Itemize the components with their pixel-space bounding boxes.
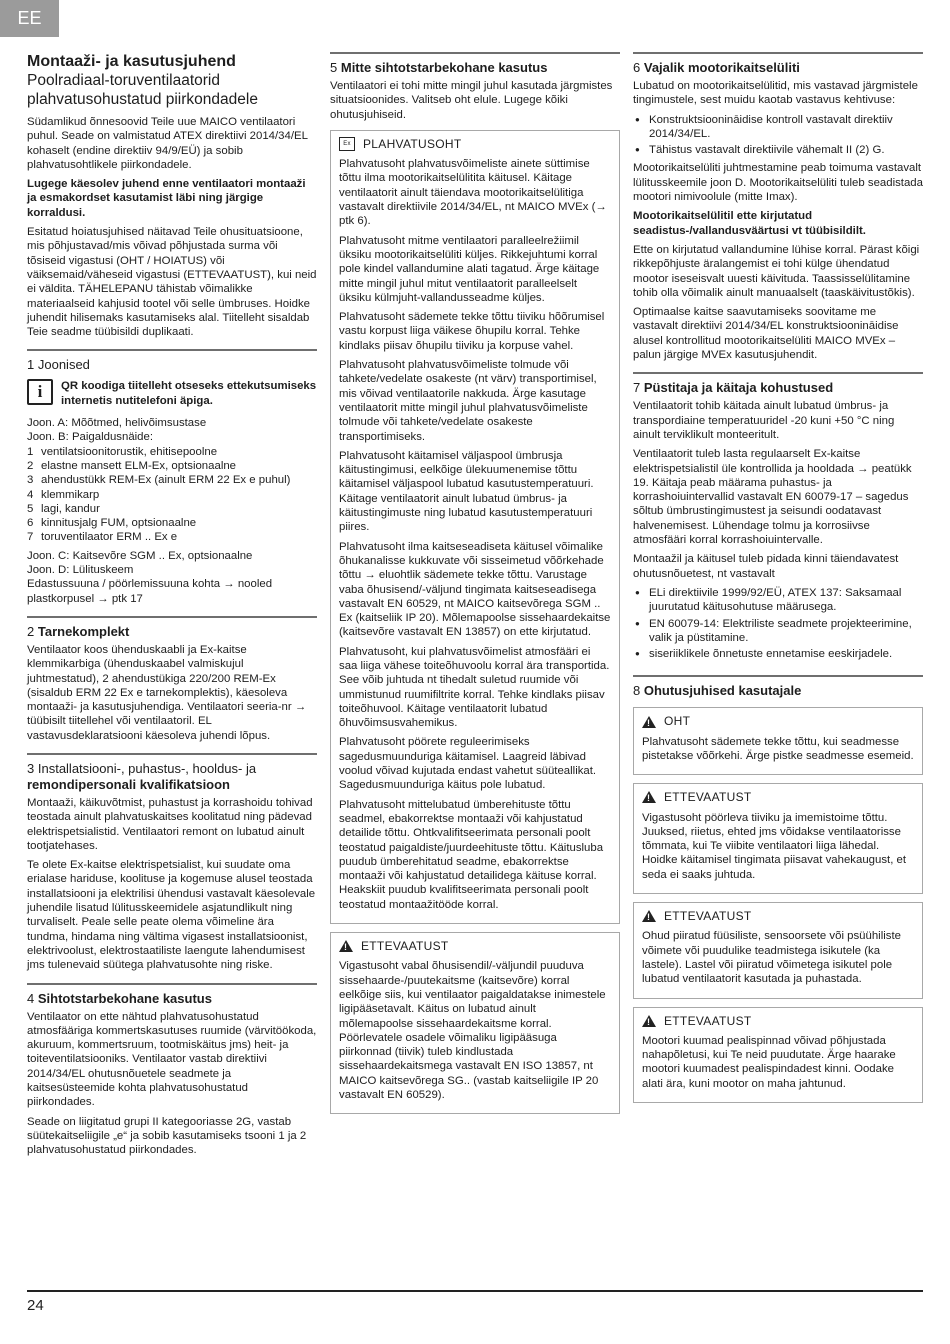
language-tab: EE	[0, 0, 59, 37]
footer-divider	[27, 1290, 923, 1292]
box-label: ETTEVAATUST	[664, 790, 752, 805]
figure-c-caption: Joon. C: Kaitsevõre SGM .. Ex, optsionaalne	[27, 549, 253, 562]
hazard-text: Plahvatusoht mittelubatud ümberehituste tõttu seadmel, ebakorrektse montaaži või kahjustatud detailide tõttu. Ohtkvalifitseerimata personali poolt teostatud paigaldiste/juurdeehituste tõttu. Käitusluba puudub ümberehitatud seadme, ebakorrektse montaaži või kahjustatud detailidega käituse korral. Heakskiit puudub kvalifitseerimata personali poolt teostatud montaažitööde korral.	[339, 798, 604, 911]
list-item: 6 kinnitusjalg FUM, optsionaalne	[27, 517, 197, 530]
tripping-text: Ette on kirjutatud vallandumine lühise korral. Pärast kõigi rikkepõhjuste äralangemist ei tohi külge ühendatud mootor iseseisvalt uuesti käivituda. Taassisselülitamine tohib olla võimalik ainult manuaalselt (taaskäivitustõkis).	[633, 243, 920, 299]
warning-triangle-icon	[642, 1015, 656, 1027]
hazard-text: Plahvatusoht, kui plahvatusvõimelist atmosfääri ei saa liiga vähese toiteõhuvoolu korral ära transportida. See võib juhtuda nt tihedalt suletud ruumide või ummistunud ruumifiltrite korral. Tehke kindlaks piisav toiteõhuvool. Käitage ventilaatorit lubatud õhuvõimsusvahemikus.	[339, 645, 610, 730]
list-item: 7 toruventilaator ERM .. Ex e	[27, 531, 178, 544]
section-number: 6	[633, 60, 641, 75]
hazard-text: Plahvatusoht sädemete tekke tõttu tiiviku hõõrumisel vastu korpust liiga väikese õhupilu korral. Tehke kindlaks piisav õhupilu tiiviku ja korpuse vahel.	[339, 311, 605, 352]
section-number: 3	[27, 760, 35, 776]
list-item: ● siseriiklikele õnnetuste ennetamise eeskirjadele.	[633, 647, 923, 661]
intended-use-text-1: Ventilaator on ette nähtud plahvatusohustatud atmosfääriga kommertskasutuses ruumide (värvitöökoda, akuruum, kommertsruum, tootmiskäitus jms) heit- ja toiteventilatsiooniks. Ventilaator vastab direktiivi 2014/34/EL ohutusnõuetele seadmete ja kaitsesüsteemide kohta plahvatusohustatud piirkondades.	[27, 1010, 317, 1109]
section-number: 2	[27, 623, 35, 639]
section-title: Sihtotstarbekohane kasutus	[37, 990, 212, 1006]
section-4	[27, 983, 317, 1158]
figure-d-caption: Joon. D: Lülituskeem	[27, 564, 134, 577]
warning-triangle-icon	[642, 910, 656, 922]
regulations-list	[633, 586, 923, 661]
recommendation-text: Optimaalse kaitse saavutamiseks soovitame me vastavalt direktiivi 2014/34/EL konstruktsioonināidise alusel kontrollitud mootorikaitselüliti MAICO MVEx – palun järgige MVEx kasutusjuhendit.	[633, 306, 899, 362]
danger-text: Plahvatusoht sädemete tekke tõttu, kui seadmesse pistetakse võõrkehi. Ärge pistke seadmesse esemeid.	[642, 735, 914, 762]
installation-parts-list	[27, 445, 317, 545]
danger-box	[633, 707, 923, 775]
section-title: Püstitaja ja käitaja kohustused	[643, 380, 834, 396]
section-6	[633, 52, 923, 362]
list-item: 1 ventilatsioonitorustik, ehitisepoolne	[27, 445, 218, 458]
caution-text: Vigastusoht pöörleva tiiviku ja imemistoime tõttu. Juuksed, riietus, ehted jms võidakse ventilaatorisse tõmmata, kui Te viibite ventilaatori liiga lähedal. Hoidke käitamisel tingimata piisavat vahekaugust, et seda ei saaks juhtuda.	[642, 811, 907, 881]
warning-triangle-icon	[642, 791, 656, 803]
caution-box-2	[633, 902, 923, 998]
caution-box-3	[633, 1007, 923, 1103]
explosion-hazard-box	[330, 130, 620, 924]
hazard-text: Plahvatusoht käitamisel väljaspool ümbrusja käitustingimusi, eelkõige ülekuumenemise tõttu käitamisel väljaspool lubatud kasutustemperatuuri. Käitage ventilaatorit ainult lubatud ümbrus- ja käitustingimuste ning lubatud kasutustemperatuuri piires.	[339, 449, 594, 534]
page-number: 24	[27, 1297, 44, 1314]
operator-text-2: Ventilaatorit tuleb lasta regulaarselt Ex-kaitse elektrispetsialistil üle kontrollida ja hooldada → peatükk 19. Käitaja peab määrama puhastus- ja korrashoiuintervallid vastavalt EN 60079-17 – sagedus sõltub ümbrustingimustest ja seisundi oodatavast halvenemisest. Lühendage tolmu ja korrosiivse atmosfääri korral korrashoiuintervalle.	[633, 448, 912, 547]
settings-text: Mootorikaitselülitil ette kirjutatud seadistus-/vallandusväärtusi vt tüübisildilt.	[633, 210, 866, 237]
intro-warnings: Esitatud hoiatusjuhised näitavad Teile ohusituatsioone, mis põhjustavad/mis võivad põhjustada surma või tõsiseid vigastusi (OHT / HOIATUS) või väiksemaid/väheseid vigastusi (ETTEVAATUST), kui neid ei väldita. TÄHELEPANU tähistab võimalikke materiaalseid kahjusid tootel või selle ümbruses. Hoidke juhendit hilisemaks kasutamiseks alal. Tiitelleht sisaldab Teie seadme tüübisildi duplikaati.	[27, 226, 317, 339]
list-item: ● ELi direktiivile 1999/92/EÜ, ATEX 137: Saksamaal juurutatud käitusohutuse määrusega.	[633, 586, 923, 615]
section-title: Vajalik mootorikaitselüliti	[643, 60, 800, 75]
section-7	[633, 372, 923, 661]
list-item: ● Tähistus vastavalt direktiivile vähemalt II (2) G.	[633, 143, 923, 157]
section-1	[27, 349, 317, 605]
list-item: ● Konstruktsioonināidise kontroll vastavalt direktiiv 2014/34/EL.	[633, 113, 923, 142]
hazard-text: Plahvatusoht plahvatusvõimeliste tolmude või tahkete/vedelate osakeste (nt värv) transportimisel, mis võivad ventilaatorile nakkuda. Ärge kasutage ventilaatorit mitte mingil juhul plahvatusvõimeliste tolmude või tahkete/vedelate osakeste transportimiseks.	[339, 359, 597, 443]
caution-box	[330, 932, 620, 1114]
requirements-list	[633, 113, 923, 158]
box-label: OHT	[664, 714, 691, 729]
caution-text: Ohud piiratud füüsiliste, sensoorsete või psüühiliste võimete või puudulike teadmistega isikutele (ka lastele). Lastel või piiratud võimetega isikutel pole lubatud ventilaatorit kasutada ja puhastada.	[642, 930, 901, 986]
caution-text: Mootori kuumad pealispinnad võivad põhjustada nahapõletusi, kui Te neid puudutate. Ärge haarake mootori kuumadest pealispindadest kinni. Oodake alati ära, kuni mootor on maha jahtunud.	[642, 1034, 896, 1090]
warning-triangle-icon	[339, 940, 353, 952]
delivery-text: Ventilaator koos ühenduskaabli ja Ex-kaitse klemmikarbiga (ühenduskaabel valmiskujul juhtmestatud), 2 ahendustükiga 220/200 REM-Ex (sisaldub ERM 22 Ex e tarnekomplektis), käesoleva montaaži- ja kasutusjuhendiga. Ventilaatori seeria-nr → tüübisilt tiitellehel või ventilaatoril. EL vastavusdeklaratsiooni käesoleva juhendi lõpus.	[27, 643, 307, 742]
section-title: Ohutusjuhised kasutajale	[643, 683, 802, 699]
hazard-text: Plahvatusoht pöörete reguleerimiseks sagedusmuunduriga käitamisel. Laagreid läbivad voolud võivad kujutada endast vahetut süüteallikat. Sagedusmuunduriga käitus pole lubatud.	[339, 736, 597, 792]
section-number: 4	[27, 990, 35, 1006]
section-8	[633, 675, 923, 699]
caution-text: Vigastusoht vabal õhusisendil/-väljundil puuduva sissehaarde-/puutekaitsme (kaitsevõre) korral eelkõige siis, kui ventilaator paigaldatakse inimestele ligipääsetavalt. Käitus on lubatud ainult mõlemapoolse sissehaardekaitsme korral. Pöörlevatele osadele võimaliku ligipääsuga piirkonnad (tiivik) tuleb kindlustada sissehaardekaitsmega vastavalt EN ISO 13857, nt MAICO kaitsevõrega SG.. (vastab kaitseliigile IP 20 vastavalt EN 60529).	[339, 960, 606, 1101]
section-5	[330, 52, 620, 122]
column-2	[330, 52, 620, 1122]
caution-box-1	[633, 783, 923, 894]
qualification-text-2: Te olete Ex-kaitse elektrispetsialist, kui suudate oma erialase hariduse, koolituse ja kogemuse alusel teostada installatsiooni ja elektrilisi ühendusi vastavalt käesolevale juhendile lisatud lülitusskeemidele asjatundlikult ning turvaliselt. Peale selle peate olema võimeline ära tundma, hindama ning vältima vigasest installatsioonist, elektrivoolust, elektrostaatiliste laengute lahendumisest jms tulenevaid süütega plahvatusohte ning riske.	[27, 859, 316, 972]
intro-read-notice: Lugege käesolev juhend enne ventilaatori montaaži ja esmakordset kasutamist läbi ning järgige korraldusi.	[27, 178, 306, 219]
figure-b-caption: Joon. B: Paigaldusnäide:	[27, 431, 154, 444]
section-number: 7	[633, 380, 641, 396]
info-note	[27, 379, 317, 408]
intended-use-text-2: Seade on liigitatud grupi II kategooriasse 2G, vastab süütekaitseliigile „e“ ja sobib kasutamiseks tsooni 1 ja 2 plahvatusohustatud piirkondades.	[27, 1115, 307, 1157]
box-label: ETTEVAATUST	[361, 939, 449, 954]
section-title: Installatsiooni-, puhastus-, hooldus- ja	[37, 760, 257, 776]
section-3	[27, 753, 317, 973]
operator-text-1: Ventilaatorit tohib käitada ainult lubatud ümbrus- ja transpordiaine temperatuuridel -20 kuni +50 °C ning ainult terviklikult monteeritult.	[633, 400, 895, 441]
intro-paragraph: Südamlikud õnnesoovid Teile uue MAICO ventilaatori puhul. Seade on valmistatud ATEX direktiivi 2014/34/EL kohaselt (endine direktiiv 94/9/EÜ) ja sobib plahvatusohtlikele piirkondadele.	[27, 116, 308, 171]
list-item: 4 klemmikarp	[27, 488, 100, 501]
hazard-text: Plahvatusoht plahvatusvõimeliste ainete süttimise tõttu ilma mootorikaitselülitita käitusel. Käitage ventilaatorit ainult täiendava mootorikaitselülitiga vastavalt direktiivile 2014/34/EL, nt MAICO MVEx (→ ptk 6).	[339, 158, 607, 228]
column-3	[633, 52, 923, 1111]
section-number: 8	[633, 683, 641, 699]
operator-text-3: Montaažil ja käitusel tuleb pidada kinni täiendavatest ohutusnõuetest, nt vastavalt	[633, 553, 899, 580]
info-note-text: QR koodiga tiitelleht otseseks ettekutsumiseks internetis nutitelefoni äpiga.	[61, 380, 317, 407]
figure-a-caption: Joon. A: Mõõtmed, helivõimsustase	[27, 417, 207, 430]
misuse-intro: Ventilaatori ei tohi mitte mingil juhul kasutada järgmistes situatsioonides. Valitseb oht elule. Lugege kõiki ohutusjuhiseid.	[330, 80, 613, 121]
page-subtitle: Poolradiaal-toruventilaatorid plahvatusohustatud piirkondadele	[27, 72, 258, 108]
list-item: ● EN 60079-14: Elektriliste seadmete projekteerimine, valik ja püstitamine.	[633, 617, 923, 646]
section-title: Joonised	[37, 357, 90, 373]
section-number: 5	[330, 60, 338, 75]
box-label: PLAHVATUSOHT	[363, 136, 462, 151]
list-item: 3 ahendustükk REM-Ex (ainult ERM 22 Ex e puhul)	[27, 474, 291, 487]
ex-warning-icon: Ex	[339, 137, 355, 151]
section-title: Tarnekomplekt	[37, 623, 130, 639]
hazard-text: Plahvatusoht ilma kaitseseadiseta käitusel võimalike õhukanalisse kukkuvate või sisseimetud võõrkehade tõttu → eluohtlik sädemete tekke tõttu. Varustage vaba õhusisend/-väljund tingimata kaitseseadisega vastavalt EN 60529, nt MAICO kaitsevõrega SGM .. Ex (kaitseliik IP 20). Mõlemapoolse sissehaardekaitse (kaitsevõre vastavalt EN 13857) on ette kirjutatud.	[339, 540, 611, 639]
hazard-text: Plahvatusoht mitme ventilaatori paralleelrežiimil üksiku mootorikaitselüliti küljes. Rikkejuhtumi korral pole kindel vallandumine alati tagatud. Ärge käitage mitte mingil juhul mitut ventilaatorit paralleelselt üksiku külmjuht-vallandusseadme küljes.	[339, 234, 600, 304]
section-title: Mitte sihtotstarbekohane kasutus	[340, 60, 548, 75]
list-item: 2 elastne mansett ELM-Ex, optsionaalne	[27, 459, 237, 472]
motor-protection-intro: Lubatud on mootorikaitselülitid, mis vastavad järgmistele tingimustele, sest muidu kaotab vastavus kehtivuse:	[633, 80, 918, 107]
section-title-2: remondipersonali kvalifikatsioon	[27, 776, 230, 792]
box-label: ETTEVAATUST	[664, 1013, 752, 1028]
flow-direction-note: Edastussuuna / pöörlemissuuna kohta → nooled plastkorpusel → ptk 17	[27, 578, 273, 605]
warning-triangle-icon	[642, 716, 656, 728]
wiring-text: Mootorikaitselüliti juhtmestamine peab toimuma vastavalt lülitusskeemile joon D. Mootorikaitselüliti tuleb seadistada mootori nimivoolule (mitte Imax).	[633, 162, 923, 204]
list-item: 5 lagi, kandur	[27, 502, 100, 515]
column-1	[27, 52, 317, 1163]
qualification-text-1: Montaaži, käikuvõtmist, puhastust ja korrashoidu tohivad teostada ainult plahvatuskaitses koolitatud ning pädevad elektrispetsialistid. Ventilaatori remont on lubatud ainult tootjatehases.	[27, 796, 313, 852]
page-title: Montaaži- ja kasutusjuhend	[27, 53, 236, 70]
section-2	[27, 616, 317, 743]
box-label: ETTEVAATUST	[664, 909, 752, 924]
info-icon: i	[27, 379, 53, 405]
section-number: 1	[27, 357, 35, 373]
